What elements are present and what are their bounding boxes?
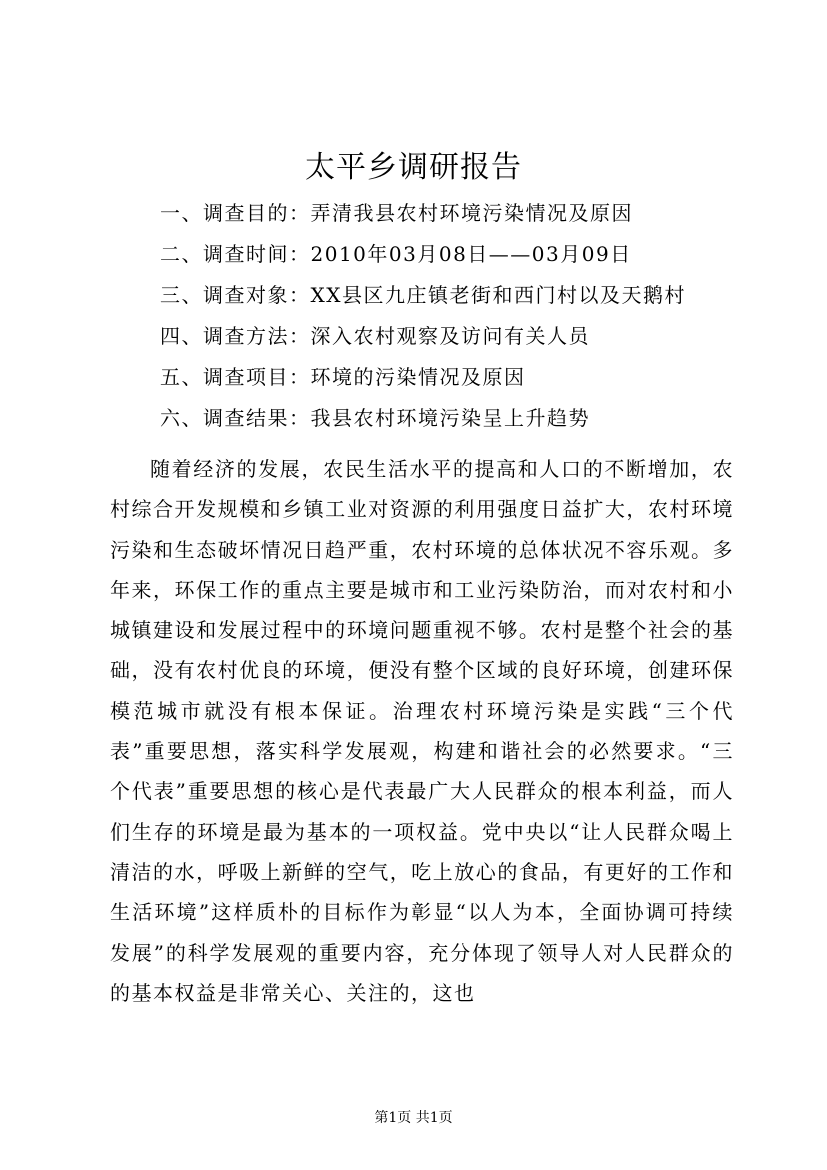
body-paragraph: 随着经济的发展，农民生活水平的提高和人口的不断增加，农村综合开发规模和乡镇工业对资源的利用强度日益扩大，农村环境污染和生态破坏情况日趋严重，农村环境的总体状况不容乐观。多年来，环保工作的重点主要是城市和工业污染防治，而对农村和小城镇建设和发展过程中的环境问题重视不够。农村是整个社会的基础，没有农村优良的环境，便没有整个区域的良好环境，创建环保模范城市就没有根本保证。治理农村环境污染是实践“三个代表”重要思想，落实科学发展观，构建和谐社会的必然要求。“三个代表”重要思想的核心是代表最广大人民群众的根本利益，而人们生存的环境是最为基本的一项权益。党中央以“让人民群众喝上清洁的水，呼吸上新鲜的空气，吃上放心的食品，有更好的工作和生活环境”这样质朴的目标作为彰显“以人为本，全面协调可持续发展”的科学发展观的重要内容，充分体现了领导人对人民群众的的基本权益是非常关心、关注的，这也 bbox=[110, 457, 734, 1005]
survey-item-purpose: 一、调查目的：弄清我县农村环境污染情况及原因 bbox=[160, 201, 633, 225]
document-title: 太平乡调研报告 bbox=[305, 150, 522, 185]
survey-item-time: 二、调查时间：2010年03月08日——03月09日 bbox=[160, 242, 632, 266]
survey-items-list bbox=[160, 198, 760, 444]
survey-item-method: 四、调查方法：深入农村观察及访问有关人员 bbox=[160, 324, 590, 348]
survey-item-subject: 三、调查对象：XX县区九庄镇老街和西门村以及天鹅村 bbox=[160, 283, 686, 307]
page-footer: 第1页 共1页 bbox=[374, 1110, 453, 1126]
survey-item-result: 六、调查结果：我县农村环境污染呈上升趋势 bbox=[160, 406, 590, 430]
survey-item-project: 五、调查项目：环境的污染情况及原因 bbox=[160, 365, 526, 389]
